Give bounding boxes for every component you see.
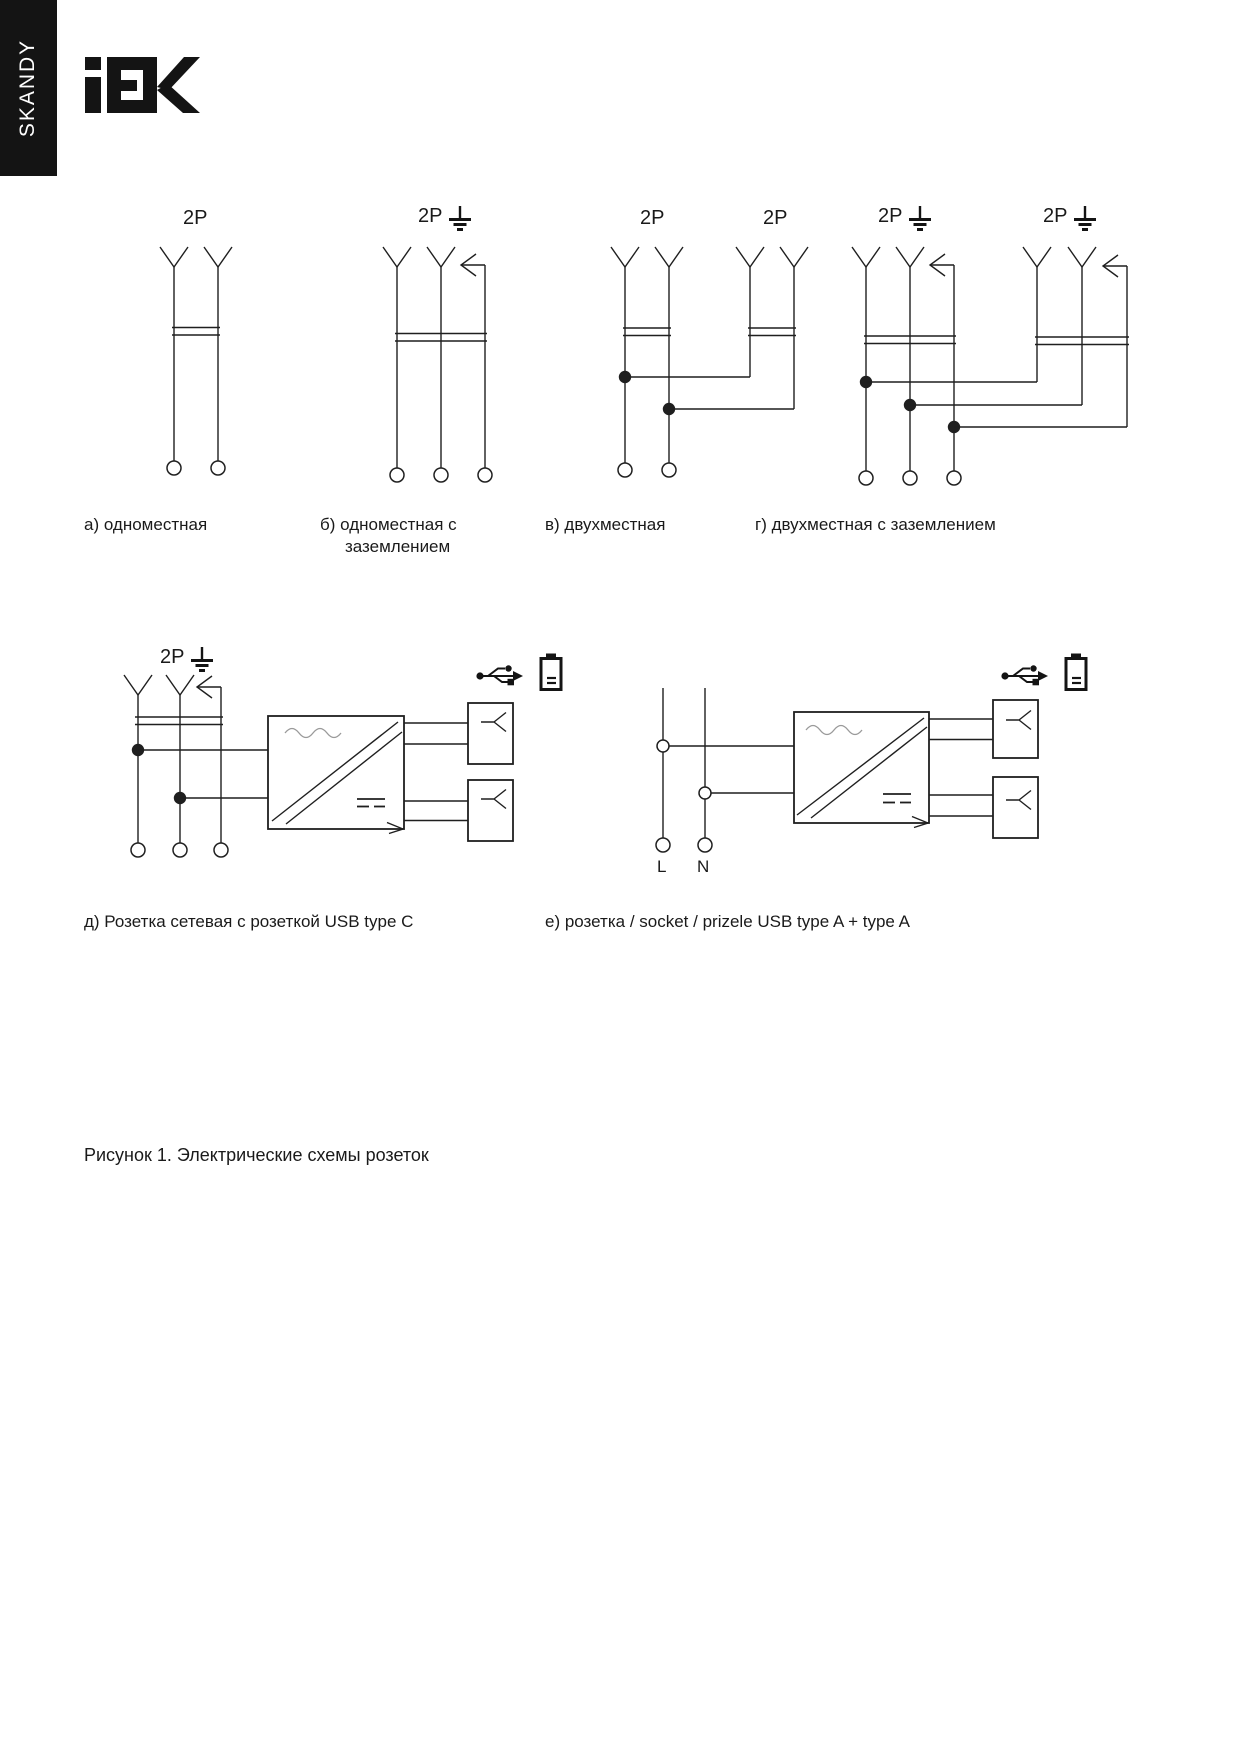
pole-label-v-left [640, 206, 664, 230]
pole-label-text: 2P [878, 205, 903, 227]
pole-label-text: 2P [763, 207, 788, 229]
diagram-b-label-line2: заземлением [345, 537, 451, 556]
terminal-label-l: L [657, 857, 667, 876]
diagram-a-label: а) одноместная [84, 515, 208, 534]
diagram-b-label-line1: б) одноместная с [320, 515, 457, 534]
pole-label-text: 2P [418, 205, 443, 227]
sidebar-brand-label: SKANDY [16, 38, 40, 138]
diagram-b-linework [383, 247, 492, 482]
pole-label-g-left [878, 204, 932, 232]
socket-contact-fork [481, 713, 506, 732]
diagram-d-linework [124, 675, 513, 857]
pole-label-a [183, 206, 207, 230]
battery-icon [539, 653, 563, 691]
pole-label-v-right [763, 206, 787, 230]
pole-label-text: 2P [183, 207, 208, 229]
usb-output-box [993, 777, 1038, 838]
earth-ground-icon [190, 647, 214, 673]
socket-contact-fork [481, 790, 506, 809]
diagram-e-linework [656, 688, 1038, 852]
pole-label-b [418, 204, 472, 232]
pole-label-d [160, 645, 214, 673]
earth-ground-icon [1073, 206, 1097, 232]
usb-plug-icon [475, 660, 523, 689]
pole-label-g-right [1043, 204, 1097, 232]
earth-ground-icon [908, 206, 932, 232]
terminal-label-n: N [697, 857, 710, 876]
diagram-e-label: е) розетка / socket / prizele USB type A + type A [545, 912, 911, 931]
figure-caption: Рисунок 1. Электрические схемы розеток [84, 1145, 429, 1165]
usb-output-box [468, 780, 513, 841]
usb-plug-icon [1000, 660, 1048, 689]
usb-output-box [468, 703, 513, 764]
pole-label-text: 2P [1043, 205, 1068, 227]
earth-ground-icon [448, 206, 472, 232]
diagram-g-linework [852, 247, 1129, 485]
diagram-v-linework [611, 247, 808, 477]
diagram-d-label: д) Розетка сетевая с розеткой USB type C [84, 912, 414, 931]
socket-contact-fork [1006, 791, 1031, 810]
socket-contact-fork [1006, 711, 1031, 730]
pole-label-text: 2P [160, 646, 185, 668]
diagram-v-label: в) двухместная [545, 515, 666, 534]
battery-icon [1064, 653, 1088, 691]
diagram-a-linework [160, 247, 232, 475]
ac-dc-converter-box [794, 712, 929, 823]
pole-label-text: 2P [640, 207, 665, 229]
diagram-g-label: г) двухместная с заземлением [755, 515, 996, 534]
